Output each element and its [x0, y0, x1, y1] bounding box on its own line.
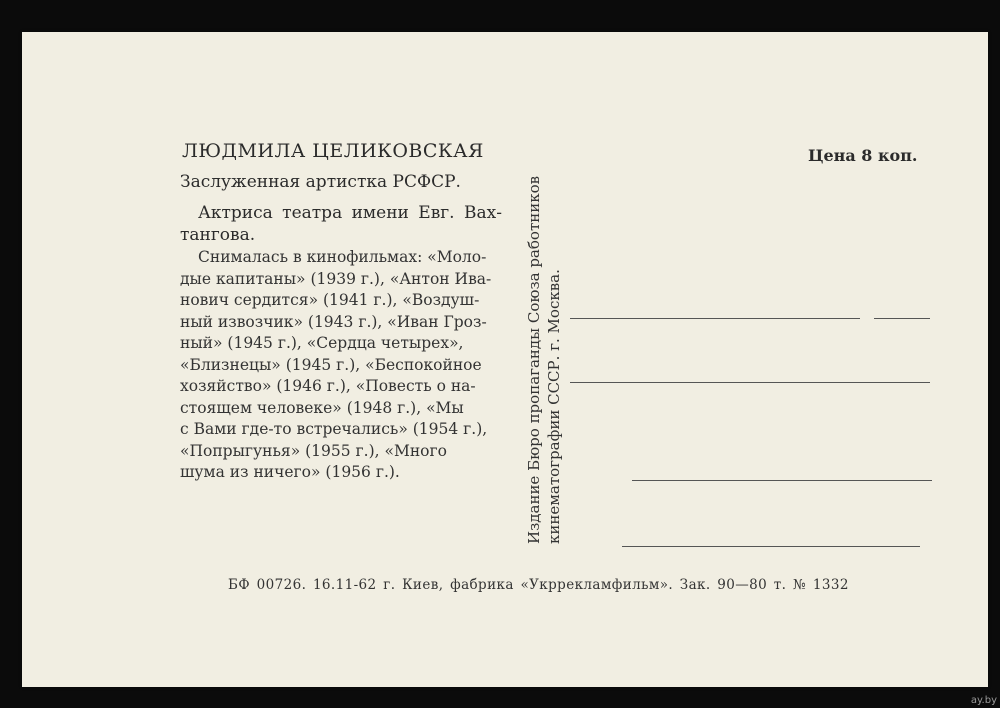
- print-info: БФ 00726. 16.11-62 г. Киев, фабрика «Укррекламфильм». Зак. 90—80 т. № 1332: [228, 577, 849, 593]
- watermark: ay.by: [970, 695, 997, 706]
- publisher-line: кинематографии СССР. г. Москва.: [545, 269, 563, 544]
- filmography-line: «Попрыгунья» (1955 г.), «Много: [180, 441, 447, 460]
- address-line: [570, 382, 930, 383]
- filmography-line: нович сердится» (1941 г.), «Воздуш-: [180, 291, 480, 309]
- address-line: [632, 480, 932, 481]
- address-line: [622, 546, 920, 547]
- filmography-line: шума из ничего» (1956 г.).: [180, 463, 400, 481]
- filmography-line: ный» (1945 г.), «Сердца четырех»,: [180, 334, 464, 352]
- postcard-title: ЛЮДМИЛА ЦЕЛИКОВСКАЯ: [182, 140, 484, 162]
- filmography-line: стоящем человеке» (1948 г.), «Мы: [180, 398, 464, 417]
- filmography-line: хозяйство» (1946 г.), «Повесть о на-: [180, 377, 476, 395]
- actress-info: [180, 202, 510, 246]
- actress-line: тангова.: [180, 225, 256, 245]
- postcard-subtitle: Заслуженная артистка РСФСР.: [180, 172, 461, 192]
- address-line: [874, 318, 930, 319]
- publisher-line: Издание Бюро пропаганды Союза работников: [525, 175, 543, 544]
- filmography-line: ный извозчик» (1943 г.), «Иван Гроз-: [180, 312, 487, 331]
- address-line: [570, 318, 860, 319]
- postcard-back: [22, 32, 988, 687]
- filmography: [180, 247, 510, 484]
- filmography-line: Снималась в кинофильмах: «Моло-: [198, 248, 487, 266]
- filmography-line: с Вами где-то встречались» (1954 г.),: [180, 420, 488, 438]
- filmography-line: дые капитаны» (1939 г.), «Антон Ива-: [180, 269, 492, 288]
- filmography-line: «Близнецы» (1945 г.), «Беспокойное: [180, 355, 482, 374]
- actress-line: Актриса театра имени Евг. Вах-: [198, 203, 502, 223]
- price-label: Цена 8 коп.: [808, 146, 918, 165]
- publisher-imprint: [512, 160, 574, 552]
